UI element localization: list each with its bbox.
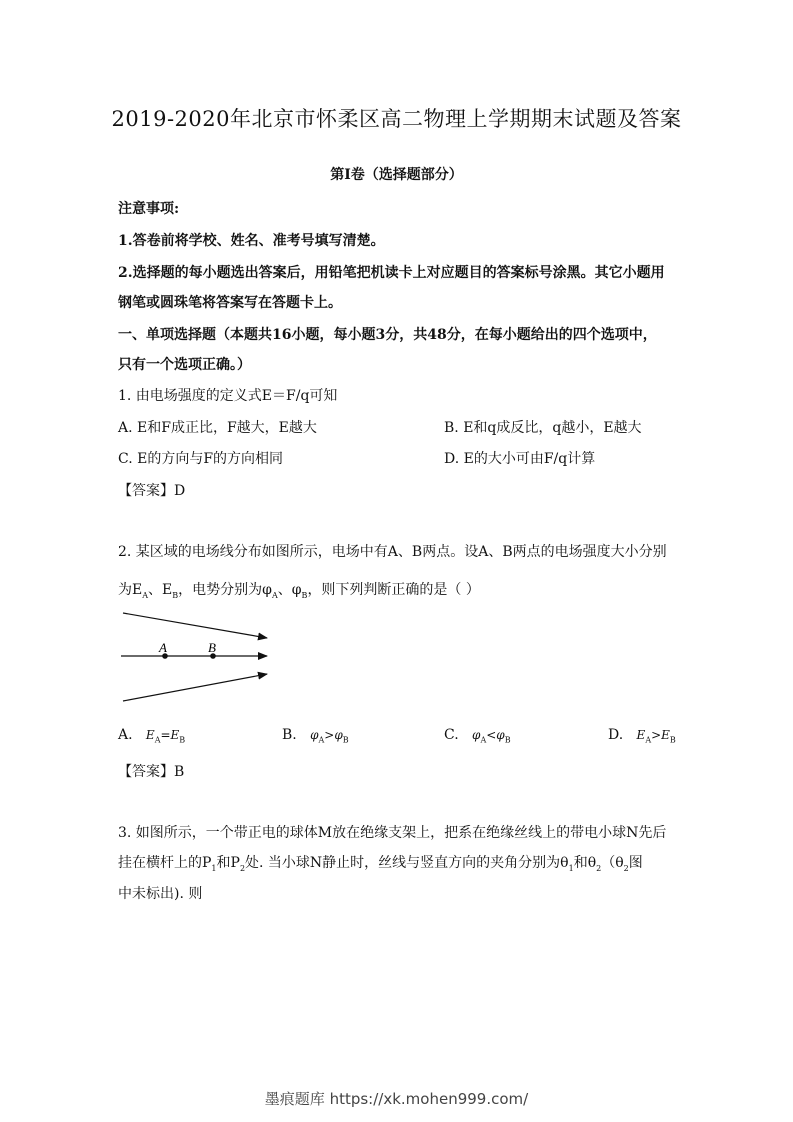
field-line-top: [123, 613, 267, 638]
notice-heading: 注意事项:: [118, 201, 180, 217]
q1-option-d: D. E的大小可由F/q计算: [444, 451, 596, 467]
q1-option-c: C. E的方向与F的方向相同: [118, 451, 284, 467]
q2-option-b: B. $\varphi_A>\varphi_B$: [282, 727, 349, 745]
q1-option-b: B. E和q成反比，q越小，E越大: [444, 420, 642, 436]
part-heading: 第Ⅰ卷（选择题部分）: [330, 167, 463, 183]
page-title: 2019-2020年北京市怀柔区高二物理上学期期末试题及答案: [111, 107, 682, 131]
q3-line3: 中未标出). 则: [118, 886, 203, 902]
point-b-label: B: [208, 640, 216, 655]
q1-answer: 【答案】D: [118, 483, 186, 499]
notice-item-2-line1: 2.选择题的每小题选出答案后，用铅笔把机读卡上对应题目的答案标号涂黑。其它小题用: [118, 265, 665, 281]
notice-item-1: 1.答卷前将学校、姓名、准考号填写清楚。: [118, 233, 385, 249]
q2-option-d: D. $E_A>E_B$: [608, 727, 676, 745]
q2-stem-line1: 2. 某区域的电场线分布如图所示，电场中有A、B两点。设A、B两点的电场强度大小分别: [118, 544, 667, 560]
q3-line2: 挂在横杆上的$P_1$和$P_2$处. 当小球N静止时，丝线与竖直方向的夹角分别为$\theta_1$和$\theta_2(\theta_2$图: [118, 855, 643, 873]
q1-option-a: A. E和F成正比，F越大，E越大: [118, 420, 317, 436]
electric-field-diagram: [115, 605, 275, 705]
q2-option-a: A. $E_A=E_B$: [118, 727, 186, 745]
q2-option-c: C. $\varphi_A<\varphi_B$: [444, 727, 511, 745]
field-line-bottom: [123, 674, 267, 701]
q3-line1: 3. 如图所示，一个带正电的球体M放在绝缘支架上，把系在绝缘丝线上的带电小球N先后: [118, 825, 667, 841]
q2-stem-line2: 为$E_A$、$E_B$，电势分别为$\varphi_A$、$\varphi_B$，则下列判断正确的是（ ）: [118, 582, 480, 600]
q1-stem: 1. 由电场强度的定义式E＝F/q可知: [118, 388, 338, 404]
footer-watermark: 墨痕题库 https://xk.mohen999.com/: [264, 1090, 529, 1108]
point-a-label: A: [159, 640, 167, 655]
section1-line1: 一、单项选择题（本题共16小题，每小题3分，共48分，在每小题给出的四个选项中，: [118, 327, 657, 343]
section1-line2: 只有一个选项正确。）: [118, 357, 251, 373]
notice-item-2-line2: 钢笔或圆珠笔将答案写在答题卡上。: [118, 295, 342, 311]
q2-answer: 【答案】B: [118, 764, 185, 780]
